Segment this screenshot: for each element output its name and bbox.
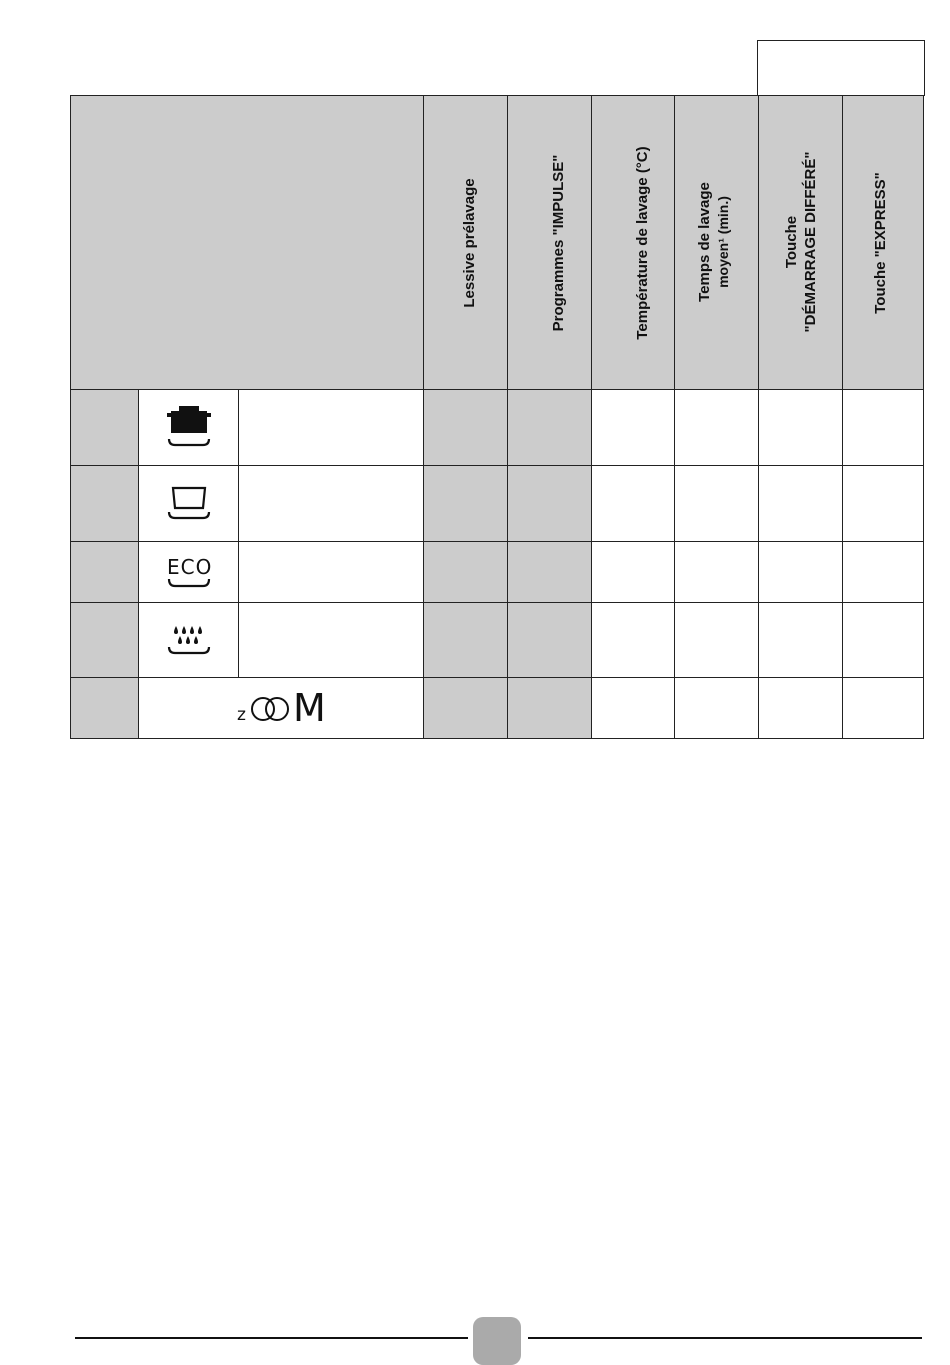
normal-dish-icon xyxy=(163,482,215,526)
program-table xyxy=(70,95,924,739)
column-header-temperature: Température de lavage (°C) xyxy=(634,146,651,340)
page-number-badge xyxy=(473,1317,521,1365)
footer-rule-right xyxy=(528,1337,922,1339)
column-header-programmes-impulse: Programmes "IMPULSE" xyxy=(550,154,567,332)
footer-rule-left xyxy=(75,1337,468,1339)
column-header-lessive-prelavage: Lessive prélavage xyxy=(461,178,478,308)
zoom-logo-icon: z M xyxy=(237,686,326,730)
eco-icon: ECO xyxy=(163,551,215,595)
top-right-header-box xyxy=(757,40,925,96)
delicate-glass-icon xyxy=(163,617,215,661)
row-index-column xyxy=(71,389,138,738)
column-header-demarrage-differe: Touche "DÉMARRAGE DIFFÉRÉ" xyxy=(783,151,819,333)
column-header-temps-de-lavage: Temps de lavage moyen¹ (min.) xyxy=(696,182,731,302)
heavy-pot-icon xyxy=(163,405,215,449)
column-header-express: Touche "EXPRESS" xyxy=(872,172,889,314)
